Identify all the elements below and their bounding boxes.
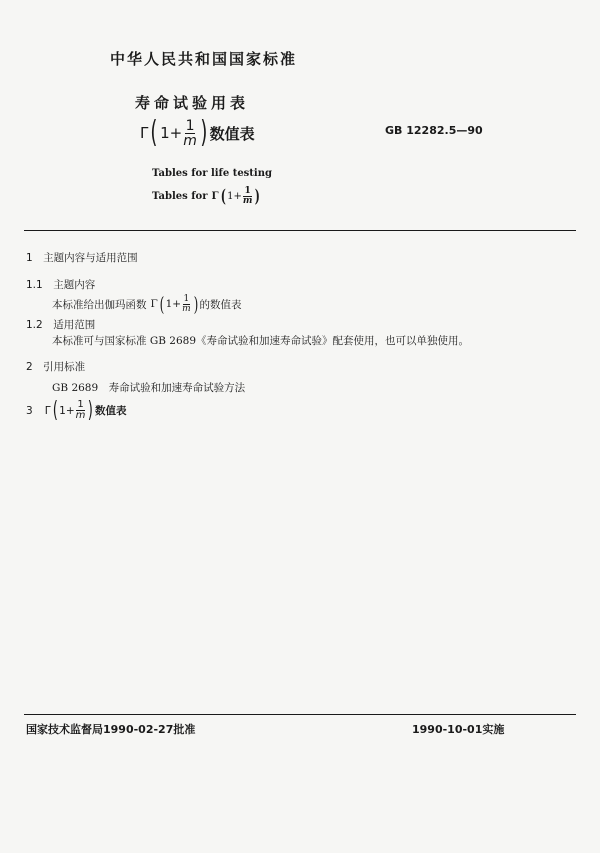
section-3-number: 3 [26, 404, 33, 417]
section-1-2-heading: 1.2 适用范围 [26, 319, 96, 331]
section-2-heading: 2 引用标准 [26, 361, 86, 373]
section-1-1-text-pre: 本标准给出伽玛函数 [52, 298, 147, 311]
fraction-body-numerator: 1 [183, 293, 190, 304]
left-paren-en: ( [220, 186, 226, 207]
gamma-symbol: Γ [140, 124, 149, 142]
fraction-numerator: 1 [185, 117, 195, 134]
title-en-line2 [152, 186, 262, 207]
section-1-heading: 1 主题内容与适用范围 [26, 252, 138, 264]
right-paren-en: ) [255, 186, 261, 207]
title-cn: 寿命试验用表 [135, 94, 250, 112]
fraction-s3-numerator: 1 [77, 399, 84, 410]
fraction-en-denominator: m [242, 196, 253, 206]
right-paren: ) [200, 115, 208, 150]
left-paren-body: ( [159, 292, 165, 316]
section-1-1-text-post: 的数值表 [199, 298, 242, 311]
title-formula [140, 115, 255, 150]
section-3-suffix: 数值表 [94, 405, 127, 417]
left-paren-s3: ( [52, 398, 58, 423]
section-1-1-text [52, 292, 241, 316]
right-paren-body: ) [193, 292, 198, 316]
title-en-line1: Tables for life testing [152, 168, 272, 179]
fraction [183, 119, 197, 148]
fraction-body [182, 295, 191, 314]
section-1-1-heading: 1.1 主题内容 [26, 279, 96, 291]
right-paren-s3: ) [88, 398, 94, 423]
gamma-symbol-body: Γ [150, 298, 158, 310]
left-paren: ( [150, 115, 158, 150]
gamma-symbol-s3: Γ [44, 404, 51, 417]
fraction-en-numerator: 1 [244, 186, 251, 196]
one-plus-s3: 1+ [59, 404, 75, 417]
effective-date: 1990-10-01实施 [412, 723, 505, 736]
fraction-body-denominator: m [182, 303, 191, 314]
section-3-heading [26, 398, 126, 423]
one-plus-en: 1+ [227, 191, 242, 202]
header-divider [24, 230, 576, 231]
section-2-reference: GB 2689 寿命试验和加速寿命试验方法 [52, 382, 246, 394]
one-plus-body: 1+ [165, 298, 182, 310]
fraction-s3 [76, 400, 86, 421]
section-1-2-text: 本标准可与国家标准 GB 2689《寿命试验和加速寿命试验》配套使用，也可以单独使用。 [52, 335, 469, 347]
one-plus: 1+ [160, 124, 183, 142]
approval-line: 国家技术监督局1990-02-27批准 [26, 723, 196, 736]
fraction-s3-denominator: m [75, 410, 86, 421]
fraction-denominator: m [183, 132, 197, 149]
gamma-symbol-en: Γ [211, 191, 219, 202]
footer-divider [24, 714, 576, 715]
title-suffix: 数值表 [209, 124, 255, 143]
title-en-prefix: Tables for [152, 191, 208, 202]
standard-code: GB 12282.5—90 [385, 124, 483, 137]
fraction-en [243, 187, 253, 206]
national-standard-heading: 中华人民共和国国家标准 [110, 50, 298, 68]
